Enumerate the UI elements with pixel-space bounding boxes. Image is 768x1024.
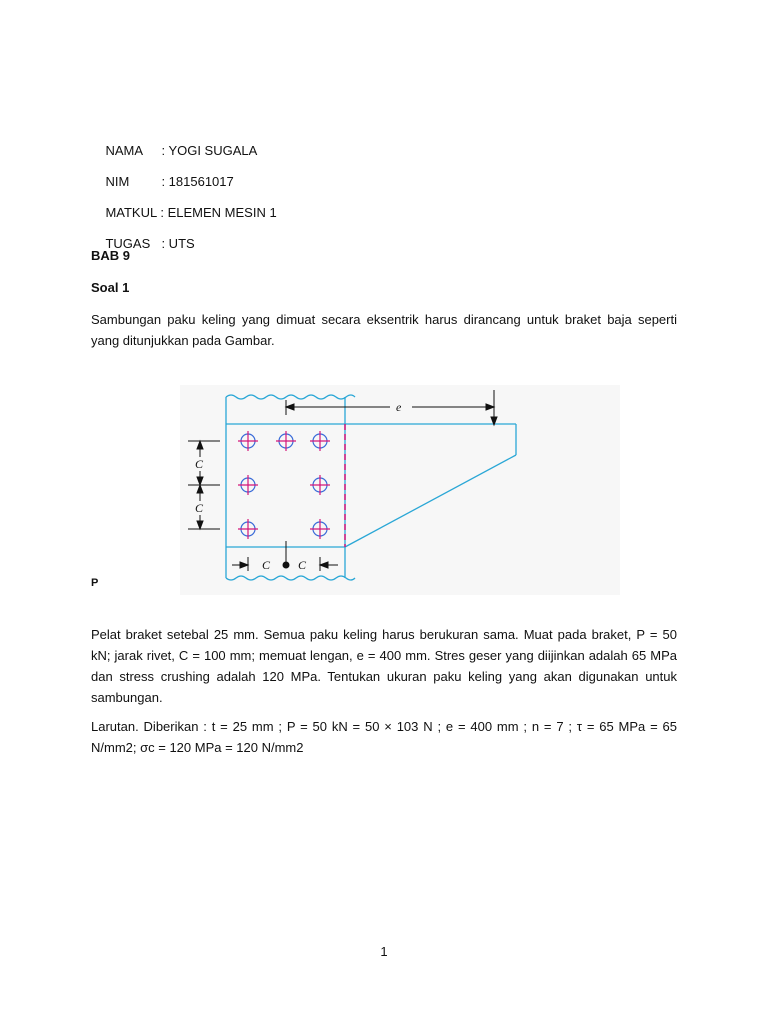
nim-label: NIM xyxy=(105,174,130,189)
matkul-value: : ELEMEN MESIN 1 xyxy=(160,205,277,220)
page-number: 1 xyxy=(380,944,388,959)
bracket-drawing xyxy=(180,385,620,595)
bracket-figure xyxy=(180,385,620,595)
e-label: e xyxy=(396,400,402,414)
question-heading: Soal 1 xyxy=(91,280,130,295)
c-label-middle: C xyxy=(195,501,204,515)
c-label-bottom-left: C xyxy=(262,558,271,572)
matkul-label: MATKUL xyxy=(105,205,157,220)
solution-paragraph: Larutan. Diberikan : t = 25 mm ; P = 50 kN = 50 × 103 N ; e = 400 mm ; n = 7 ; τ = 65 MPa = 65 N/mm2; σc = 120 MPa = 120 N/mm2 xyxy=(91,719,677,755)
chapter-heading: BAB 9 xyxy=(91,248,131,263)
c-label-top: C xyxy=(195,457,204,471)
intro-paragraph: Sambungan paku keling yang dimuat secara eksentrik harus dirancang untuk braket baja seperti yang ditunjukkan pada Gambar. xyxy=(91,312,677,348)
p-mark: P xyxy=(91,577,99,589)
c-label-bottom-right: C xyxy=(298,558,307,572)
nama-value: : YOGI SUGALA xyxy=(161,143,258,158)
tugas-value: : UTS xyxy=(161,236,195,251)
problem-paragraph: Pelat braket setebal 25 mm. Semua paku keling harus berukuran sama. Muat pada braket, P = 50 kN; jarak rivet, C = 100 mm; memuat lengan, e = 400 mm. Stres geser yang diijinkan adalah 65 MPa dan stress crushing adalah 120 MPa. Tentukan ukuran paku keling yang akan digunakan untuk sambungan. xyxy=(91,627,677,705)
nama-label: NAMA xyxy=(105,143,144,158)
figure-background xyxy=(180,385,620,595)
tugas-label: TUGAS xyxy=(105,236,151,251)
nim-value: : 181561017 xyxy=(161,174,234,189)
